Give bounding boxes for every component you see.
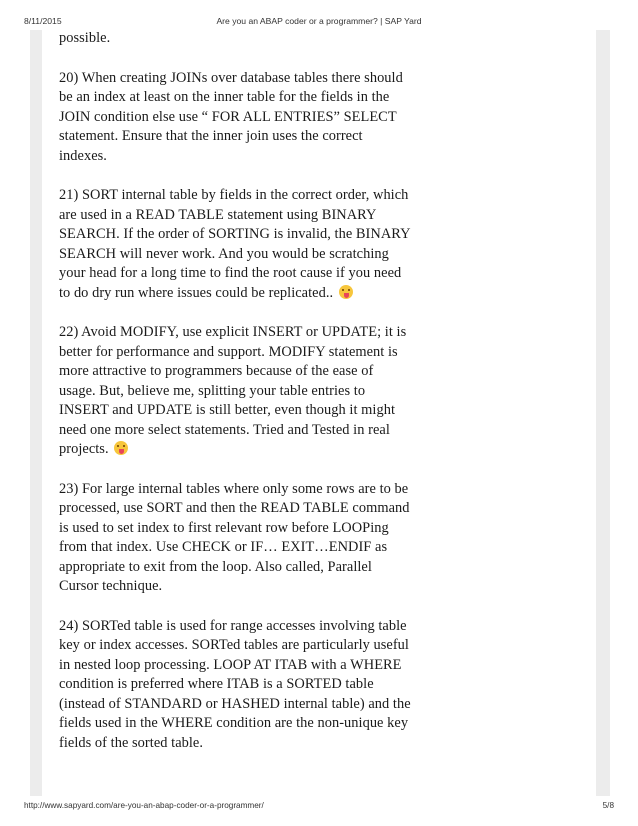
page-url: http://www.sapyard.com/are-you-an-abap-coder-or-a-programmer/ (24, 801, 264, 810)
article-body (59, 29, 411, 773)
page-number: 5/8 (602, 801, 614, 810)
left-margin-bar (30, 30, 42, 796)
tip-23-paragraph (59, 480, 411, 597)
tongue-out-emoji-icon (339, 285, 353, 299)
paragraph-text: 23) For large internal tables where only some rows are to be processed, use SORT and then the READ TABLE command is used to set index to first relevant row before LOOPing from that index. Use CHECK or IF… EXIT…ENDIF as appropriate to exit from the loop. Also called, Parallel Cursor technique. (59, 480, 410, 594)
tip-21-paragraph (59, 186, 411, 303)
right-scrollbar-track (596, 30, 610, 796)
print-footer (24, 801, 614, 813)
tip-22-paragraph (59, 323, 411, 460)
print-header (24, 16, 614, 28)
tongue-out-emoji-icon (114, 441, 128, 455)
paragraph-text: 24) SORTed table is used for range accesses involving table key or index accesses. SORTed tables are particularly useful in nested loop processing. LOOP AT ITAB with a WHERE condition is preferred where ITAB is a SORTED table (instead of STANDARD or HASHED internal table) and the fields used in the WHERE condition are the non-unique key fields of the sorted table. (59, 617, 411, 751)
paragraph-text: 21) SORT internal table by fields in the correct order, which are used in a READ TABLE statement using BINARY SEARCH. If the order of SORTING is invalid, the BINARY SEARCH will never work. And you would be scratching your head for a long time to find the root cause if you need to do dry run where issues could be replicated.. (59, 187, 411, 301)
paragraph-text: 20) When creating JOINs over database tables there should be an index at least on the inner table for the fields in the JOIN condition else use “ FOR ALL ENTRIES” SELECT statement. Ensure that the inner join uses the correct indexes. (59, 69, 403, 164)
paragraph-text: 22) Avoid MODIFY, use explicit INSERT or UPDATE; it is better for performance and support. MODIFY statement is more attractive to programmers because of the ease of usage. But, believe me, splitting your table entries to INSERT and UPDATE is still better, even though it might need one more select statements. Tried and Tested in real projects. (59, 324, 407, 457)
page-title: Are you an ABAP coder or a programmer? | SAP Yard (216, 16, 422, 26)
paragraph-continuation (59, 29, 411, 49)
paragraph-text: possible. (59, 30, 111, 46)
print-date: 8/11/2015 (24, 16, 62, 26)
tip-20-paragraph (59, 69, 411, 167)
tip-24-paragraph (59, 617, 411, 754)
